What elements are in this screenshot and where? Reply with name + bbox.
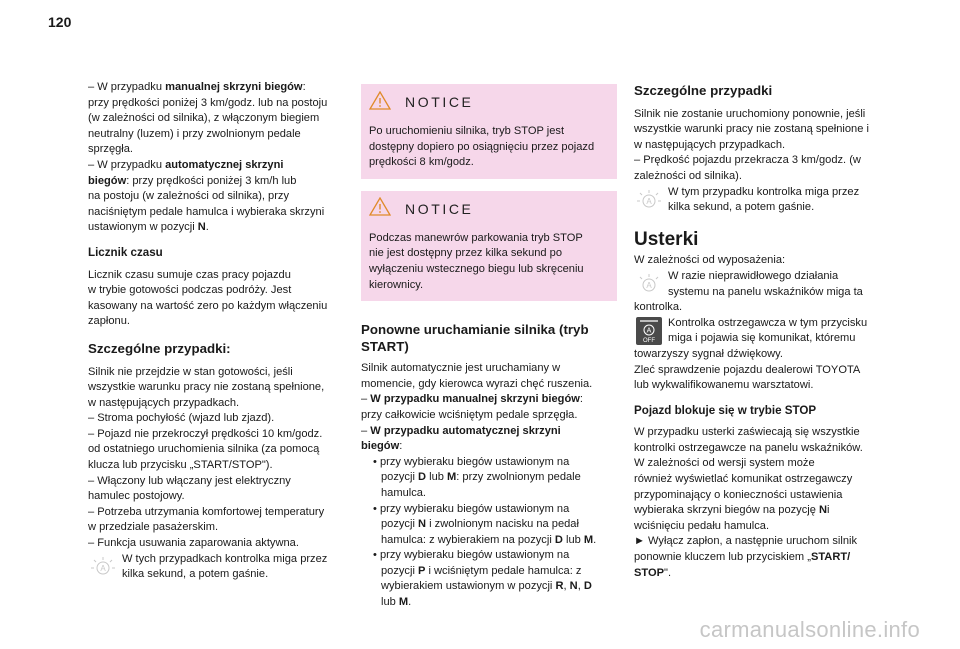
text-span: wciśnięciu pedału hamulca. (634, 519, 770, 532)
bold-span: W przypadku manualnej skrzyni biegów (370, 393, 580, 406)
svg-text:A: A (646, 327, 652, 335)
text-span: • przy wybieraku biegów ustawionym na (373, 455, 570, 468)
text-span: : (399, 440, 403, 453)
text-line: – Potrzeba utrzymania komfortowej temperatury (88, 505, 325, 518)
text-line: Silnik nie zostanie uruchomiony ponownie, jeśli (634, 107, 866, 120)
text-span: kontrolki ostrzegawcze na panelu wskaźników. (634, 441, 863, 454)
text-line: zapłonu. (88, 315, 130, 328)
intro-paragraph (88, 80, 350, 236)
text-span: W zależności od wersji system może (634, 457, 815, 470)
bold-span: N (418, 518, 427, 531)
warning-triangle-icon (369, 91, 391, 116)
text-line: lub wykwalifikowanemu warsztatowi. (634, 379, 814, 392)
bold-span: M (446, 471, 457, 484)
text-span: i (827, 504, 830, 517)
text-line (634, 550, 886, 566)
blocked-paragraph (634, 425, 886, 581)
stop-start-icon (634, 185, 664, 215)
text-line (634, 566, 886, 582)
bold-span: P (418, 564, 426, 577)
icon-text-line: systemu na panelu wskaźników miga ta (668, 285, 863, 298)
text-line: kierownicy. (369, 278, 424, 291)
text-span: • przy wybieraku biegów ustawionym na (373, 502, 570, 515)
text-span: ustawionym w pozycji (88, 221, 198, 234)
faults-intro: W zależności od wyposażenia: (634, 254, 786, 267)
text-span: pozycji (381, 471, 418, 484)
text-span: (w zależności od silnika), z włączonym biegiem (88, 112, 320, 125)
special-cases-restart-paragraph (634, 107, 886, 185)
bold-span: N (569, 580, 578, 593)
heading-restart (361, 321, 617, 355)
text-line: nie jest dostępny przez kilka sekund po (369, 247, 563, 260)
text-span: lub (381, 596, 399, 609)
text-span: – (361, 393, 371, 406)
bold-span: biegów (88, 174, 127, 187)
text-span: sprzęgła. (88, 143, 134, 156)
icon-text-line: W tych przypadkach kontrolka miga przez (122, 552, 328, 565)
fault-icon-row-2 (634, 316, 886, 347)
text-span: przy prędkości poniżej 3 km/godz. lub na postoju (88, 96, 328, 109)
text-line (361, 455, 617, 471)
bold-span: N (197, 221, 206, 234)
text-span: hamulca. (381, 486, 427, 499)
text-span: lub (426, 471, 447, 484)
heading-restart-line: Ponowne uruchamianie silnika (tryb (361, 322, 589, 338)
warning-triangle-icon (369, 197, 391, 222)
stop-start-icon (88, 552, 118, 582)
text-line: wszystkie warunki pracy nie zostaną spełnione i (634, 123, 869, 136)
text-line: towarzyszy sygnał dźwiękowy. (634, 347, 783, 360)
text-line (361, 548, 617, 564)
text-line (88, 174, 350, 190)
text-line: – Funkcja usuwania zaparowania aktywna. (88, 537, 299, 550)
text-span: przy całkowicie wciśniętym pedale sprzęgła. (361, 408, 578, 421)
text-line (361, 470, 617, 486)
icon-text-line: W razie nieprawidłowego działania (668, 269, 839, 282)
fault-icon-row-1 (634, 269, 886, 300)
svg-text:A: A (646, 280, 652, 290)
bold-span: M (583, 533, 594, 546)
text-line (361, 486, 617, 502)
text-line: Po uruchomieniu silnika, tryb STOP jest (369, 125, 565, 137)
text-line (634, 503, 886, 519)
faults-after-2 (634, 347, 886, 394)
text-line (88, 127, 350, 143)
text-line (88, 80, 350, 96)
text-line (88, 220, 350, 236)
icon-text-line: kilka sekund, a potem gaśnie. (668, 201, 815, 214)
eco-warning-row (88, 552, 350, 583)
text-line (634, 519, 886, 535)
text-span: W przypadku usterki zaświecają się wszystkie (634, 426, 860, 439)
text-span: – (361, 424, 371, 437)
text-line (361, 517, 617, 533)
text-line: w trybie gotowości podczas podróży. Jest (88, 284, 292, 297)
text-line: w następujących przypadkach. (88, 396, 240, 409)
text-line: w następujących przypadkach. (634, 138, 786, 151)
text-line (88, 158, 350, 174)
text-line: wyłączeniu wstecznego biegu lub skręceniu (369, 262, 584, 275)
text-line (361, 595, 617, 611)
text-span: i wciśniętym pedale hamulca: z (425, 564, 582, 577)
text-line: – Włączony lub włączany jest elektryczny (88, 474, 291, 487)
text-line (361, 533, 617, 549)
icon-text-line: miga i pojawia się komunikat, któremu (668, 332, 856, 345)
text-span: wybierakiem ustawionym w pozycji (381, 580, 556, 593)
bold-span: biegów (361, 440, 400, 453)
text-line (361, 564, 617, 580)
text-span: – W przypadku (88, 81, 166, 93)
heading-restart-line: START) (361, 339, 409, 355)
notice-title: NOTICE (405, 94, 474, 111)
text-span: • przy wybieraku biegów ustawionym na (373, 549, 570, 562)
text-span: również wyświetlać komunikat ostrzegawczy (634, 473, 853, 486)
text-span: przypominający o konieczności ustawienia (634, 488, 843, 501)
text-line (634, 441, 886, 457)
text-line (88, 142, 350, 158)
bold-span: M (398, 596, 409, 609)
text-line: Silnik nie przejdzie w stan gotowości, jeśli (88, 365, 293, 378)
text-line (361, 424, 617, 440)
text-line (634, 488, 886, 504)
bold-span: STOP (634, 566, 665, 579)
text-span: lub (562, 533, 584, 546)
text-line: klucza lub przycisku „START/STOP"). (88, 459, 273, 472)
text-line: od ostatniego uruchomienia silnika (za pomocą (88, 443, 320, 456)
text-span: : przy prędkości poniżej 3 km/h lub (126, 174, 297, 187)
notice-text (361, 114, 617, 171)
bold-span: START/ (810, 551, 851, 564)
icon-text-line: W tym przypadku kontrolka miga przez (668, 185, 860, 198)
text-span: i zwolnionym nacisku na pedał (426, 518, 579, 531)
text-span: . (205, 221, 209, 234)
text-line (88, 111, 350, 127)
special-cases-paragraph (88, 365, 350, 552)
heading-timer: Licznik czasu (88, 245, 163, 259)
text-span: – W przypadku (88, 158, 166, 171)
text-line (634, 456, 886, 472)
bold-span: D (583, 580, 592, 593)
restart-paragraph (361, 361, 617, 611)
text-line: – Prędkość pojazdu przekracza 3 km/godz. (w (634, 154, 861, 167)
text-span: ► Wyłącz zapłon, a następnie uruchom silnik (634, 535, 857, 548)
text-span: naciśniętym pedale hamulca i wybieraka skrzyni (88, 205, 325, 218)
bold-span: D (554, 533, 563, 546)
timer-paragraph (88, 268, 350, 330)
stop-start-off-button-icon (634, 316, 664, 346)
text-span: neutralny (luzem) i przy zwolnionym pedale (88, 127, 301, 140)
bold-span: D (418, 471, 427, 484)
text-line (634, 534, 886, 550)
heading-special-cases: Szczególne przypadki: (88, 340, 231, 356)
text-line: w przedziale pasażerskim. (88, 521, 219, 534)
text-span: wybieraka skrzyni biegów na pozycję (634, 504, 819, 517)
text-span: momencie, gdy kierowca wyrazi chęć ruszenia. (361, 377, 593, 390)
notice-title: NOTICE (405, 200, 474, 217)
watermark: carmanualsonline.info (699, 617, 920, 642)
text-line (88, 205, 350, 221)
text-span: na postoju (w zależności od silnika), przy (88, 190, 290, 203)
text-line: Zleć sprawdzenie pojazdu dealerowi TOYOTA (634, 363, 861, 376)
off-label: OFF (643, 337, 655, 344)
text-line: Licznik czasu sumuje czas pracy pojazdu (88, 268, 291, 281)
text-span: ponownie kluczem lub przyciskiem „ (634, 551, 811, 564)
text-line: prędkości 8 km/godz. (369, 156, 474, 169)
text-span: . (408, 596, 412, 609)
text-line (88, 96, 350, 112)
text-line (361, 392, 617, 408)
faults-after-1: kontrolka. (634, 301, 683, 314)
text-line: wszystkie warunku pracy nie zostaną spełnione, (88, 381, 325, 394)
bold-span: W przypadku automatycznej skrzyni (370, 424, 561, 437)
notice-text (361, 221, 617, 293)
text-span: : przy zwolnionym pedale (456, 471, 581, 484)
text-span: . (593, 533, 597, 546)
eco-warning-row (634, 185, 886, 216)
heading-special-cases-restart: Szczególne przypadki (634, 83, 773, 98)
text-span: pozycji (381, 518, 418, 531)
text-span: hamulca: z wybierakiem na pozycji (381, 533, 555, 546)
text-line: – Pojazd nie przekroczył prędkości 10 km/godz. (88, 427, 323, 440)
text-line: kasowany na wartość zero po każdym włączeniu (88, 299, 328, 312)
bold-span: manualnej skrzyni biegów (165, 81, 303, 93)
icon-text-line: Kontrolka ostrzegawcza w tym przycisku (668, 316, 868, 329)
text-line: zależności od silnika). (634, 169, 742, 182)
heading-blocked-stop: Pojazd blokuje się w trybie STOP (634, 403, 817, 417)
text-line: Podczas manewrów parkowania tryb STOP (369, 231, 583, 244)
bold-span: R (555, 580, 564, 593)
text-span: , (577, 580, 584, 593)
text-span: ". (664, 566, 672, 579)
heading-faults: Usterki (634, 228, 699, 250)
stop-start-fault-icon (634, 269, 664, 299)
text-line (88, 189, 350, 205)
text-line (361, 439, 617, 455)
text-line (634, 472, 886, 488)
text-line (361, 408, 617, 424)
icon-text-line: kilka sekund, a potem gaśnie. (122, 568, 269, 581)
column-left (88, 80, 350, 583)
text-span: Silnik automatycznie jest uruchamiany w (361, 362, 561, 375)
text-span: , (563, 580, 570, 593)
page-number: 120 (48, 14, 72, 30)
text-line (361, 377, 617, 393)
notice-box-2 (361, 191, 617, 301)
text-line: hamulec postojowy. (88, 490, 185, 503)
bold-span: automatycznej skrzyni (165, 158, 284, 171)
text-span: : (302, 81, 306, 93)
column-middle (361, 84, 617, 611)
svg-text:A: A (646, 196, 652, 206)
text-line (361, 361, 617, 377)
text-line (361, 579, 617, 595)
text-line: dostępny dopiero po osiągnięciu przez pojazd (369, 140, 595, 153)
svg-text:A: A (100, 563, 106, 573)
bold-span: N (818, 504, 827, 517)
text-span: : (579, 393, 583, 406)
text-span: pozycji (381, 564, 418, 577)
text-line (634, 425, 886, 441)
text-line (361, 502, 617, 518)
text-line: – Stroma pochyłość (wjazd lub zjazd). (88, 412, 275, 425)
notice-box-1 (361, 84, 617, 179)
column-right (634, 80, 886, 581)
